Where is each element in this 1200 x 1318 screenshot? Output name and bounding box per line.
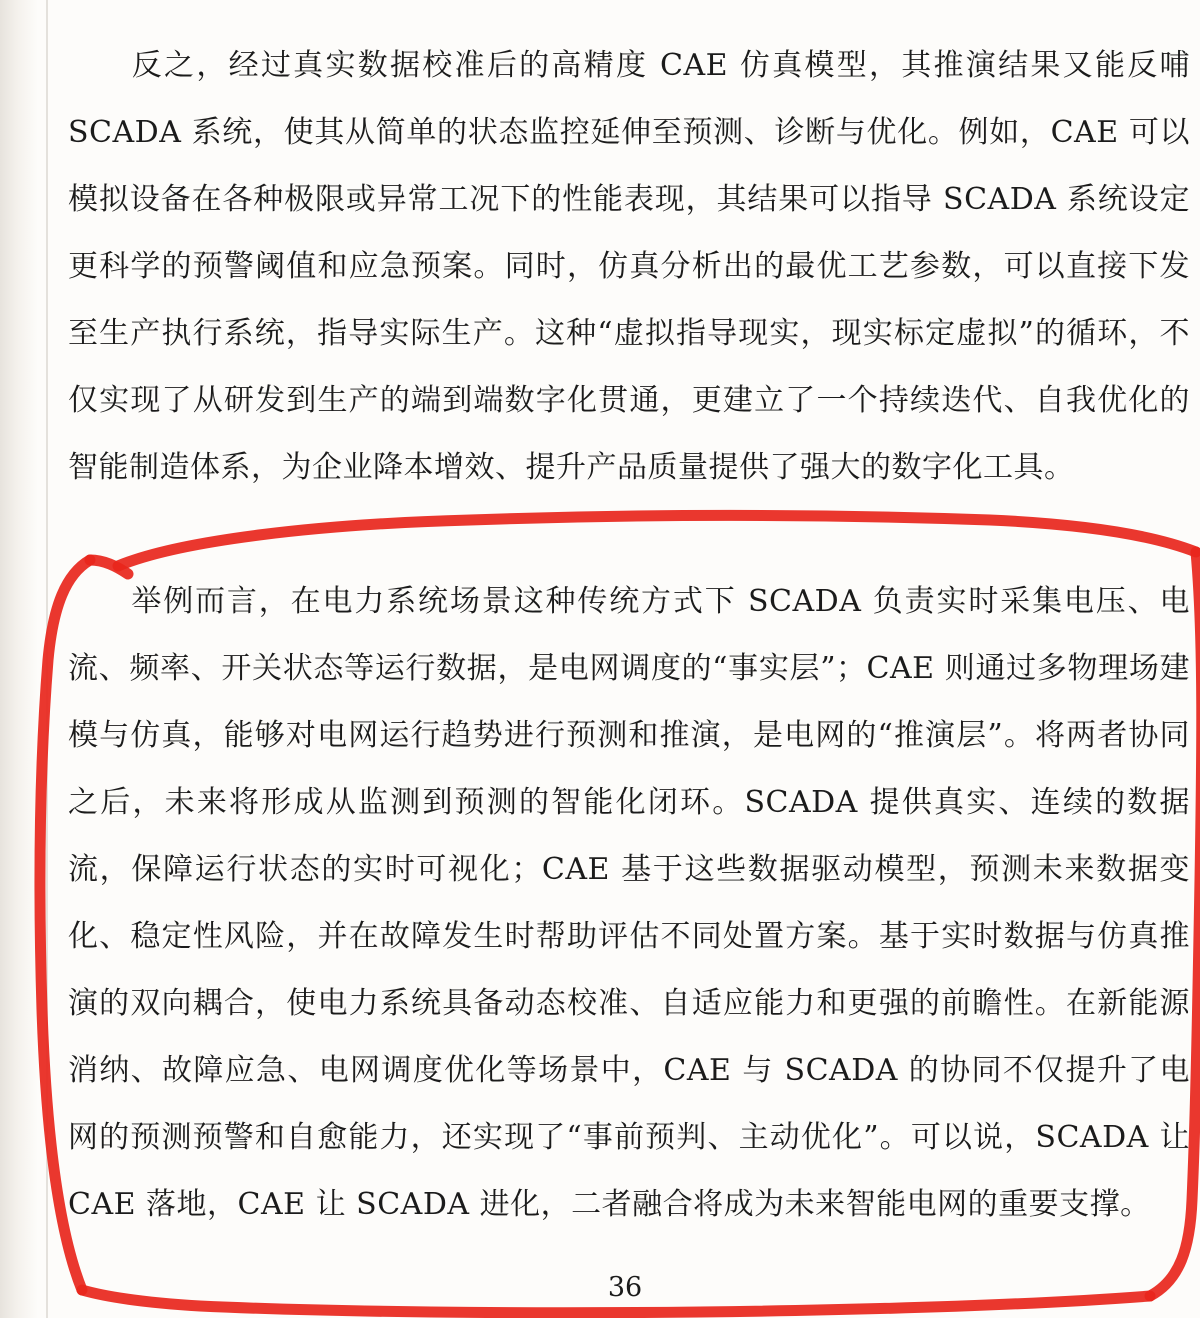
- page-content: [60, 0, 1190, 1318]
- page-margin-line: [46, 0, 48, 1318]
- paragraph-1: [68, 32, 1190, 501]
- page-number: 36: [607, 1272, 643, 1303]
- page-binding-edge: [0, 0, 38, 1318]
- paragraph-1-text: 反之，经过真实数据校准后的高精度 CAE 仿真模型，其推演结果又能反哺 SCADA 系统，使其从简单的状态监控延伸至预测、诊断与优化。例如，CAE 可以模拟设备在各种极限或异常工况下的性能表现，其结果可以指导 SCADA 系统设定更科学的预警阈值和应急预案。同时，仿真分析出的最优工艺参数，可以直接下发至生产执行系统，指导实际生产。这种“虚拟指导现实，现实标定虚拟”的循环，不仅实现了从研发到生产的端到端数字化贯通，更建立了一个持续迭代、自我优化的智能制造体系，为企业降本增效、提升产品质量提供了强大的数字化工具。: [68, 48, 1190, 485]
- paragraph-2-text: 举例而言，在电力系统场景这种传统方式下 SCADA 负责实时采集电压、电流、频率、开关状态等运行数据，是电网调度的“事实层”；CAE 则通过多物理场建模与仿真，能够对电网运行趋势进行预测和推演，是电网的“推演层”。将两者协同之后，未来将形成从监测到预测的智能化闭环。SCADA 提供真实、连续的数据流，保障运行状态的实时可视化；CAE 基于这些数据驱动模型，预测未来数据变化、稳定性风险，并在故障发生时帮助评估不同处置方案。基于实时数据与仿真推演的双向耦合，使电力系统具备动态校准、自适应能力和更强的前瞻性。在新能源消纳、故障应急、电网调度优化等场景中，CAE 与 SCADA 的协同不仅提升了电网的预测预警和自愈能力，还实现了“事前预判、主动优化”。可以说，SCADA 让 CAE 落地，CAE 让 SCADA 进化，二者融合将成为未来智能电网的重要支撑。: [68, 584, 1190, 1222]
- paragraph-2-highlighted: [68, 568, 1190, 1238]
